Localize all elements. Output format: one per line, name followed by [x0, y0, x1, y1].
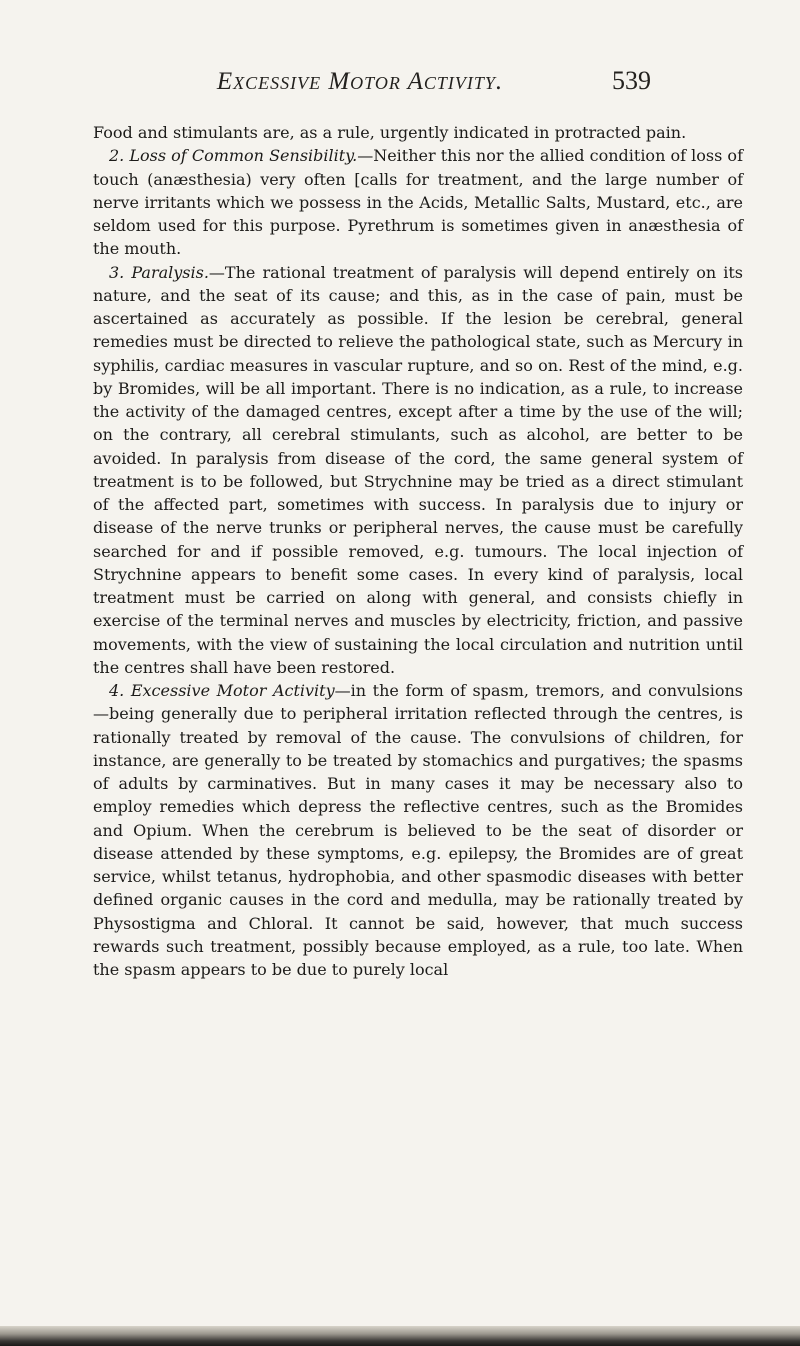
section-heading-loss-of-common-sensibility: 2. Loss of Common Sensibility.	[109, 146, 358, 166]
paragraph-text: —Neither this nor the allied condition of loss of touch (anæsthesia) very often [calls for treatment, and the large number of nerve irritants which we possess in the Acids, Metallic Salts, Mustard, etc., are seldom used for this purpose. Pyrethrum is sometimes given in anæsthesia of the mouth.	[93, 146, 743, 259]
paragraph-text: —in the form of spasm, tremors, and convulsions—being generally due to peripheral irritation reflected through the centres, is rationally treated by removal of the cause. The convulsions of children, for instance, are generally to be treated by stomachics and purgatives; the spasms of adults by carminatives. But in many cases it may be necessary also to employ remedies which depress the reflective centres, such as the Bromides and Opium. When the cerebrum is believed to be the seat of disorder or disease attended by these symptoms, e.g. epilepsy, the Bromides are of great service, whilst tetanus, hydrophobia, and other spasmodic diseases with better defined organic causes in the cord and medulla, may be rationally treated by Physostigma and Chloral. It cannot be said, however, that much success rewards such treatment, possibly because employed, as a rule, too late. When the spasm appears to be due to purely local	[93, 681, 743, 979]
paragraph-text: —The rational treatment of paralysis will depend entirely on its nature, and the seat of its cause; and this, as in the case of pain, must be ascertained as accurately as possible. If the lesion be cerebral, general remedies must be directed to relieve the pathological state, such as Mercury in syphilis, cardiac measures in vascular rupture, and so on. Rest of the mind, e.g. by Bromides, will be all important. There is no indication, as a rule, to increase the activity of the damaged centres, except after a time by the use of the will; on the contrary, all cerebral stimulants, such as alcohol, are better to be avoided. In paralysis from disease of the cord, the same general system of treatment is to be followed, but Strychnine may be tried as a direct stimulant of the affected part, sometimes with success. In paralysis due to injury or disease of the nerve trunks or peripheral nerves, the cause must be carefully searched for and if possible removed, e.g. tumours. The local injection of Strychnine appears to benefit some cases. In every kind of paralysis, local treatment must be carried on along with general, and consists chiefly in exercise of the terminal nerves and muscles by electricity, friction, and passive movements, with the view of sustaining the local circulation and nutrition until the centres shall have been restored.	[93, 262, 743, 677]
page-bottom-edge	[0, 1326, 800, 1346]
page-number: 539	[612, 66, 651, 95]
paragraph-text: Food and stimulants are, as a rule, urgently indicated in protracted pain.	[93, 123, 687, 142]
section-heading-excessive-motor-activity: 4. Excessive Motor Activity	[109, 681, 335, 700]
running-head: Excessive Motor Activity.	[216, 68, 504, 95]
section-heading-paralysis: 3. Paralysis.	[109, 262, 209, 282]
paragraph-excessive-motor-activity	[93, 679, 743, 981]
body-text	[93, 121, 743, 981]
paragraph-paralysis	[93, 261, 743, 680]
paragraph-loss-of-sensibility	[93, 144, 743, 260]
paragraph-food-stimulants	[93, 121, 743, 144]
